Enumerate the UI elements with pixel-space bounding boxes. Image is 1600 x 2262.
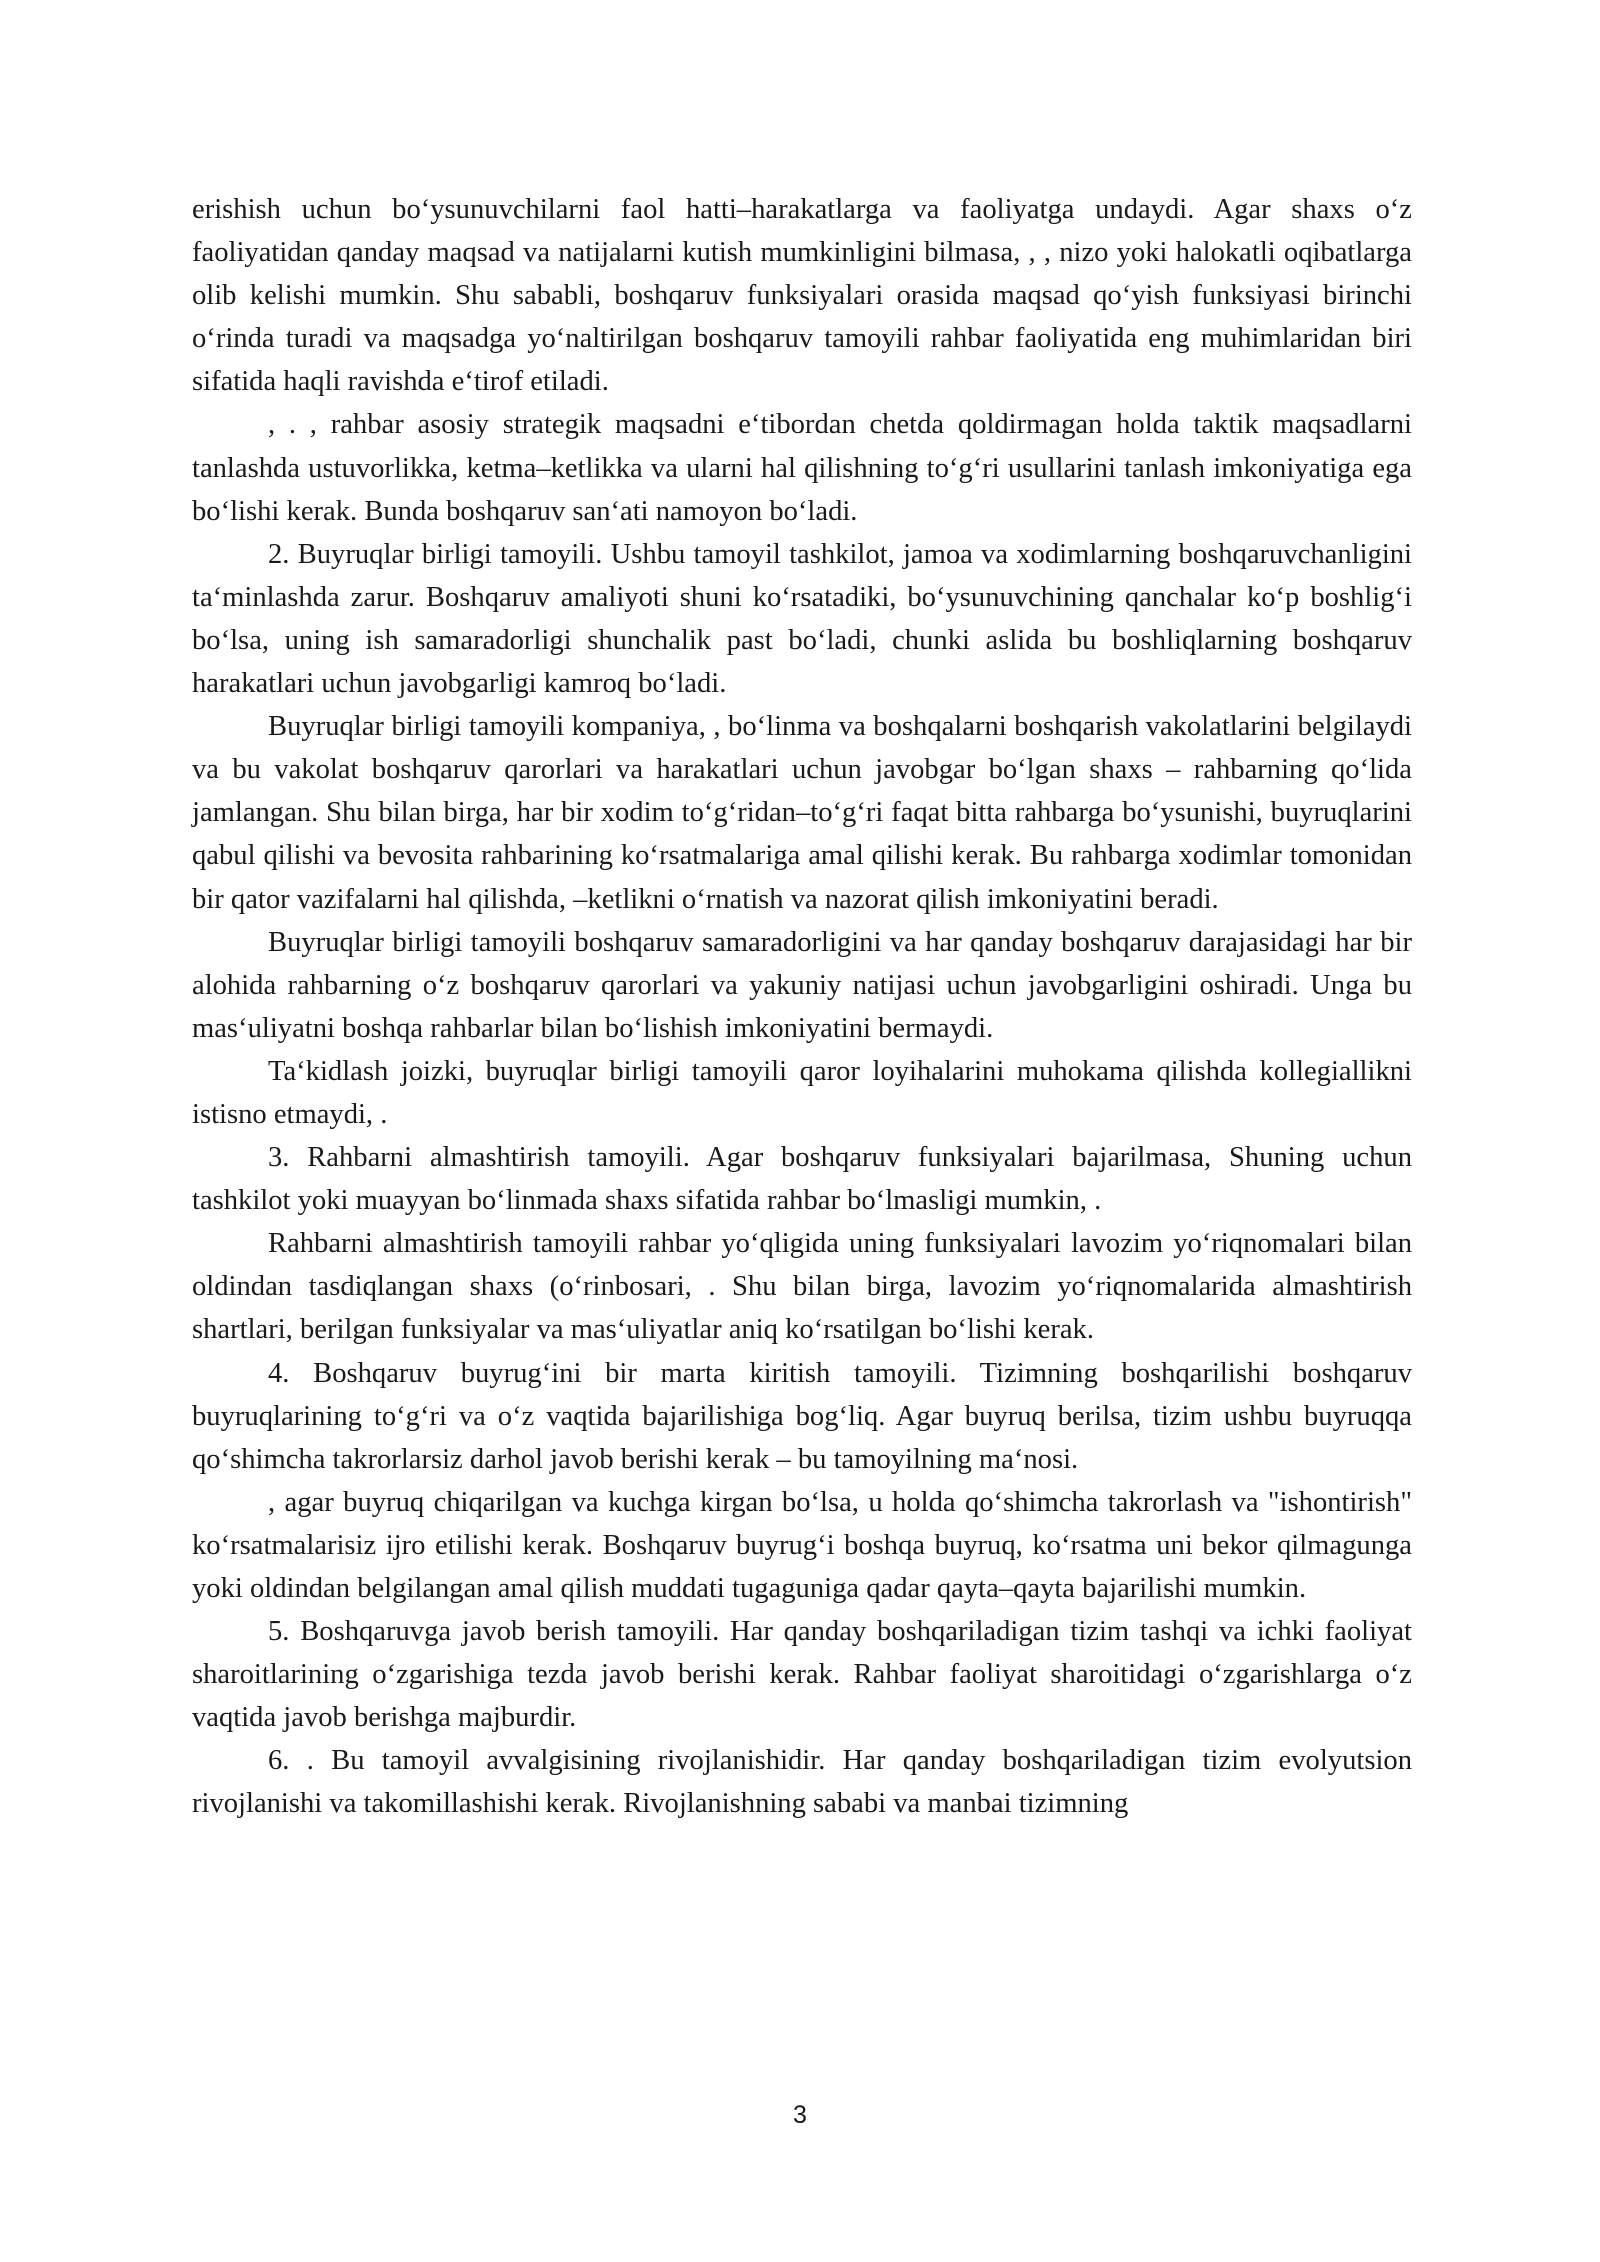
- paragraph-principle-5: 5. Boshqaruvga javob berish tamoyili. Har qanday boshqariladigan tizim tashqi va ichki faoliyat sharoitlarining o‘zgarishiga tezda javob berishi kerak. Rahbar faoliyat sharoitidagi o‘zgarishlarga o‘z vaqtida javob berishga majburdir.: [192, 1616, 1412, 1734]
- paragraph-principle-4: 4. Boshqaruv buyrug‘ini bir marta kiritish tamoyili. Tizimning boshqarilishi boshqaruv buyruqlarining to‘g‘ri va o‘z vaqtida bajarilishiga bog‘liq. Agar buyruq berilsa, tizim ushbu buyruqqa qo‘shimcha takrorlarsiz darhol javob berishi kerak – bu tamoyilning ma‘nosi.: [192, 1357, 1412, 1475]
- paragraph-principle-6: 6. . Bu tamoyil avvalgisining rivojlanishidir. Har qanday boshqariladigan tizim evolyutsion rivojlanishi va takomillashishi kerak. Rivojlanishning sababi va manbai tizimning: [192, 1745, 1412, 1820]
- paragraph: , agar buyruq chiqarilgan va kuchga kirgan bo‘lsa, u holda qo‘shimcha takrorlash va "ishontirish" ko‘rsatmalarisiz ijro etilishi kerak. Boshqaruv buyrug‘i boshqa buyruq, ko‘rsatma uni bekor qilmagunga yoki oldindan belgilangan amal qilish muddati tugaguniga qadar qayta–qayta bajarilishi mumkin.: [192, 1486, 1412, 1604]
- paragraph-principle-3: 3. Rahbarni almashtirish tamoyili. Agar boshqaruv funksiyalari bajarilmasa, Shuning uchun tashkilot yoki muayyan bo‘linmada shaxs sifatida rahbar bo‘lmasligi mumkin, .: [192, 1142, 1412, 1217]
- paragraph: Ta‘kidlash joizki, buyruqlar birligi tamoyili qaror loyihalarini muhokama qilishda kollegiallikni istisno etmaydi, .: [192, 1055, 1412, 1130]
- paragraph: Buyruqlar birligi tamoyili kompaniya, , bo‘linma va boshqalarni boshqarish vakolatlarini belgilaydi va bu vakolat boshqaruv qarorlari va harakatlari uchun javobgar bo‘lgan shaxs – rahbarning qo‘lida jamlangan. Shu bilan birga, har bir xodim to‘g‘ridan–to‘g‘ri faqat bitta rahbarga bo‘ysunishi, buyruqlarini qabul qilishi va bevosita rahbarining ko‘rsatmalariga amal qilishi kerak. Bu rahbarga xodimlar tomonidan bir qator vazifalarni hal qilishda, –ketlikni o‘rnatish va nazorat qilish imkoniyatini beradi.: [192, 711, 1412, 915]
- paragraph: Buyruqlar birligi tamoyili boshqaruv samaradorligini va har qanday boshqaruv darajasidagi har bir alohida rahbarning o‘z boshqaruv qarorlari va yakuniy natijasi uchun javobgarligini oshiradi. Unga bu mas‘uliyatni boshqa rahbarlar bilan bo‘lishish imkoniyatini bermaydi.: [192, 926, 1412, 1044]
- text-body: [192, 188, 1412, 1826]
- paragraph: Rahbarni almashtirish tamoyili rahbar yo‘qligida uning funksiyalari lavozim yo‘riqnomalari bilan oldindan tasdiqlangan shaxs (o‘rinbosari, . Shu bilan birga, lavozim yo‘riqnomalarida almashtirish shartlari, berilgan funksiyalar va mas‘uliyatlar aniq ko‘rsatilgan bo‘lishi kerak.: [192, 1228, 1412, 1346]
- page-number: 3: [793, 2101, 807, 2129]
- paragraph: , . , rahbar asosiy strategik maqsadni e‘tibordan chetda qoldirmagan holda taktik maqsadlarni tanlashda ustuvorlikka, ketma–ketlikka va ularni hal qilishning to‘g‘ri usullarini tanlash imkoniyatiga ega bo‘lishi kerak. Bunda boshqaruv san‘ati namoyon bo‘ladi.: [192, 409, 1412, 527]
- paragraph-principle-2: 2. Buyruqlar birligi tamoyili. Ushbu tamoyil tashkilot, jamoa va xodimlarning boshqaruvchanligini ta‘minlashda zarur. Boshqaruv amaliyoti shuni ko‘rsatadiki, bo‘ysunuvchining qanchalar ko‘p boshlig‘i bo‘lsa, uning ish samaradorligi shunchalik past bo‘ladi, chunki aslida bu boshliqlarning boshqaruv harakatlari uchun javobgarligi kamroq bo‘ladi.: [192, 538, 1412, 700]
- paragraph-continuation: erishish uchun bo‘ysunuvchilarni faol hatti–harakatlarga va faoliyatga undaydi. Agar shaxs o‘z faoliyatidan qanday maqsad va natijalarni kutish mumkinligini bilmasa, , , nizo yoki halokatli oqibatlarga olib kelishi mumkin. Shu sababli, boshqaruv funksiyalari orasida maqsad qo‘yish funksiyasi birinchi o‘rinda turadi va maqsadga yo‘naltirilgan boshqaruv tamoyili rahbar faoliyatida eng muhimlaridan biri sifatida haqli ravishda e‘tirof etiladi.: [192, 194, 1412, 398]
